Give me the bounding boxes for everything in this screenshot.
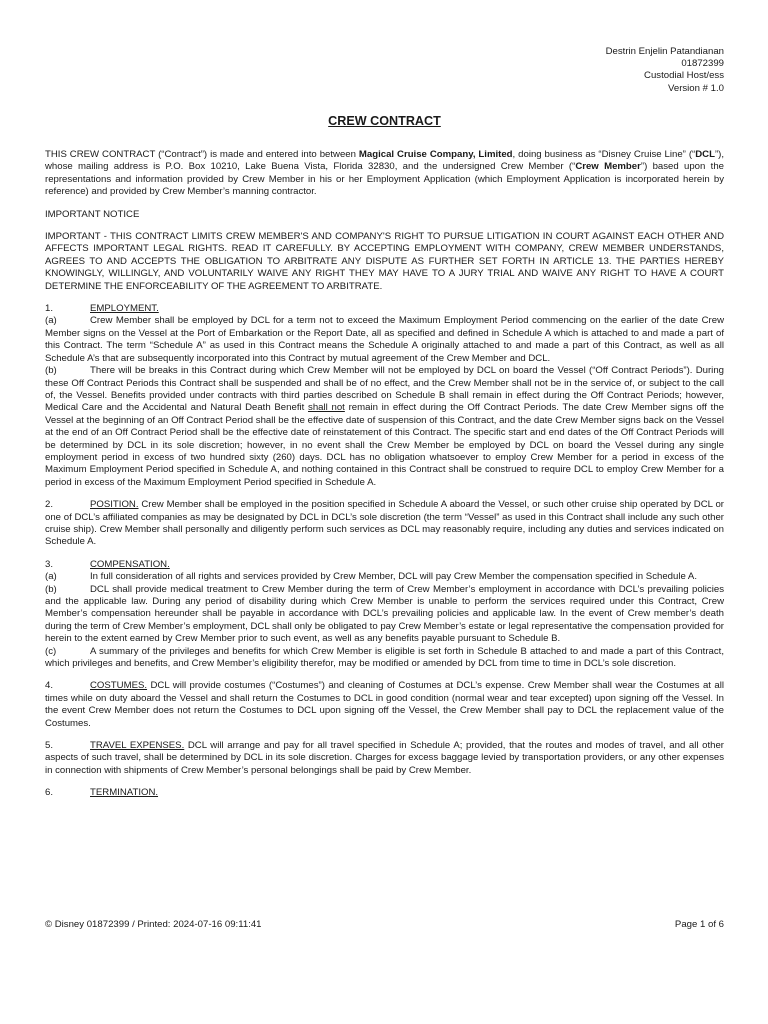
clause-text: Crew Member shall be employed by DCL for a term not to exceed the Maximum Employment Period commencing on the earlier of the date Crew Member signs on the Vessel at the Port of Embarkation or the Report Date, all as specified and defined in Schedule A which is attached to and made a part of this Contract. The term “Schedule A” as used in this Contract means the Schedule A originally attached to and made a part of this Contract, as well as all Schedule A’s that are subsequently incorporated into this Contract by mutual agreement of the Crew Member and DCL. [45, 315, 724, 364]
clause-label: (b) [45, 583, 57, 595]
contract-page [45, 0, 724, 1024]
crew-position: Custodial Host/ess [644, 70, 724, 82]
section-3-heading [45, 559, 724, 571]
clause-text: DCL shall provide medical treatment to Crew Member during the term of Crew Member’s employment in accordance with DCL’s prevailing policies and the applicable law. During any period of disability during which Crew Member is unable to perform the services required under this Contract, Crew Member’s compensation hereunder shall be payable in accordance with DCL’s prevailing policies and applicable law. In the event of Crew member’s death during the term of Crew Member’s employment, DCL shall only be obligated to pay Crew Member’s estate or legal representative the compensation provided for herein to the extent earned by Crew Member prior to such event, as well as any benefits payable pursuant to Schedule B. [45, 583, 724, 645]
section-2 [45, 499, 724, 549]
section-title: EMPLOYMENT. [90, 303, 159, 315]
shall-not-emphasis: shall not [308, 402, 345, 414]
section-4 [45, 680, 724, 730]
crew-name: Destrin Enjelin Patandianan [605, 46, 724, 57]
intro-paragraph [45, 149, 724, 199]
company-name: Magical Cruise Company, Limited [358, 149, 513, 160]
section-number: 3. [45, 558, 54, 570]
section-title: TRAVEL EXPENSES. [90, 740, 185, 752]
crew-member-term: Crew Member [575, 161, 641, 173]
notice-heading: IMPORTANT NOTICE [45, 208, 140, 220]
section-title: COMPENSATION. [90, 558, 170, 570]
section-number: 5. [45, 740, 54, 752]
section-1b [45, 365, 724, 489]
intro-text-1: THIS CREW CONTRACT (“Contract”) is made and entered into between [45, 149, 359, 160]
section-1a [45, 315, 724, 365]
notice-body: IMPORTANT - THIS CONTRACT LIMITS CREW MEMBER'S AND COMPANY'S RIGHT TO PURSUE LITIGATION IN COURT AGAINST EACH OTHER AND AFFECTS IMPORTANT LEGAL RIGHTS. READ IT CAREFULLY. BY ACCEPTING EMPLOYMENT WITH COMPANY, CREW MEMBER UNDERSTANDS, AGREES TO AND ACCEPTS THE OBLIGATION TO ARBITRATE ANY DISPUTE AS FURTHER SET FORTH IN ARTICLE 13. THE PARTIES HEREBY KNOWINGLY, WILLINGLY, AND VOLUNTARILY WAIVE ANY RIGHT THEY MAY HAVE TO A JURY TRIAL AND WAIVE ANY RIGHT TO HAVE A COURT DETERMINE THE ENFORCEABILITY OF THE AGREEMENT TO ARBITRATE. [45, 231, 724, 292]
section-text: DCL will provide costumes (“Costumes”) and cleaning of Costumes at DCL’s expense. Crew Member shall wear the Costumes at all times while on duty aboard the Vessel and shall return the Costumes to DCL in good condition (normal wear and tear excepted) upon signing off the Vessel. In the event Crew Member does not return the Costumes to DCL upon signing off the Vessel, the Crew Member shall pay to DCL the replacement value of the Costumes. [45, 680, 724, 729]
section-number: 2. [45, 499, 54, 511]
section-3c [45, 646, 724, 671]
contract-body [45, 149, 724, 810]
section-number: 6. [45, 787, 54, 799]
section-title: POSITION. [90, 499, 139, 511]
clause-text: There will be breaks in this Contract during which Crew Member will not be employed by DCL on board the Vessel (“Off Contract Periods”). During these Off Contract Periods this Contract shall be suspended and shall be of no effect, and the Crew Member shall not be in the service of, or subject to the call of, the Vessel. Benefits provided under contracts with third parties described on Schedule B shall remain in effect during the Off Contract Periods; however, Medical Care and the Accidental and Natural Death Benefit [45, 365, 724, 414]
clause-label: (b) [45, 365, 57, 377]
section-1-heading [45, 303, 724, 315]
section-text: Crew Member shall be employed in the position specified in Schedule A aboard the Vessel, or such other cruise ship operated by DCL or one of DCL’s affiliated companies as may be designated by DCL in DCL’s sole discretion (the term “Vessel” as used in this Contract shall include any such other cruise ship). Crew Member shall personally and diligently perform such services as DCL may reasonably require, including any duties and services indicated on Schedule A. [45, 499, 724, 548]
section-title: COSTUMES. [90, 680, 148, 692]
clause-label: (a) [45, 315, 57, 327]
section-number: 1. [45, 303, 54, 315]
section-text: DCL will arrange and pay for all travel specified in Schedule A; provided, that the routes and modes of travel, and all other aspects of such travel, shall be determined by DCL in its sole discretion. Charges for excess baggage levied by transportation providers, or any other expenses in connection with shipments of Crew Member’s personal belongings shall be paid by Crew Member. [45, 740, 724, 776]
section-number: 4. [45, 680, 54, 692]
section-6-heading [45, 787, 724, 799]
intro-text-3: ”), whose mailing address is P.O. Box 10210, Lake Buena Vista, Florida 32830, and the undersigned Crew Member (“ [45, 149, 724, 173]
clause-text: A summary of the privileges and benefits for which Crew Member is eligible is set forth in Schedule B attached to and made a part of this Contract, which privileges and benefits, and Crew Member’s eligibility therefor, may be modified or amended by DCL from time to time in DCL’s sole discretion. [45, 645, 724, 670]
page-number: Page 1 of 6 [674, 919, 724, 930]
crew-id: 01872399 [681, 58, 724, 70]
intro-text-4: ”) based upon the representations and information provided by Crew Member in his or her Employment Application (which Employment Application is incorporated herein by reference) and provided by Crew Member’s manning contractor. [45, 161, 724, 198]
dcl-term: DCL [695, 149, 715, 160]
document-header [606, 46, 724, 95]
print-info: © Disney 01872399 / Printed: 2024-07-16 09:11:41 [45, 919, 262, 930]
section-3b [45, 584, 724, 646]
clause-label: (a) [45, 571, 57, 583]
section-title: TERMINATION. [90, 787, 159, 799]
clause-text-cont: remain in effect during the Off Contract Periods. The date Crew Member signs off the Vessel at the beginning of an Off Contract Period shall be the effective date of suspension of this Contract, and the date Crew Member signs back on the Vessel at the end of an Off Contract Period shall be the effective date of reinstatement of this Contract. The specific start and end dates of the Off Contract Periods will be determined by DCL in its sole discretion; however, in no event shall the Crew Member be employed by DCL on board the Vessel during any single employment period in excess of two hundred sixty (260) days. DCL has no obligation whatsoever to employ Crew Member for a period in excess of the Maximum Employment Period specified in Schedule A, and nothing contained in this Contract shall be construed to require DCL to employ Crew Member for a period in excess of the Maximum Employment Period specified in Schedule A. [45, 402, 724, 488]
document-version: Version # 1.0 [667, 82, 724, 94]
section-5 [45, 740, 724, 777]
clause-label: (c) [45, 645, 57, 657]
clause-text: In full consideration of all rights and services provided by Crew Member, DCL will pay Crew Member the compensation specified in Schedule A. [90, 571, 698, 583]
section-3a [45, 571, 724, 583]
page-title: CREW CONTRACT [328, 114, 441, 128]
intro-text-2: , doing business as “Disney Cruise Line” (“ [512, 149, 696, 160]
